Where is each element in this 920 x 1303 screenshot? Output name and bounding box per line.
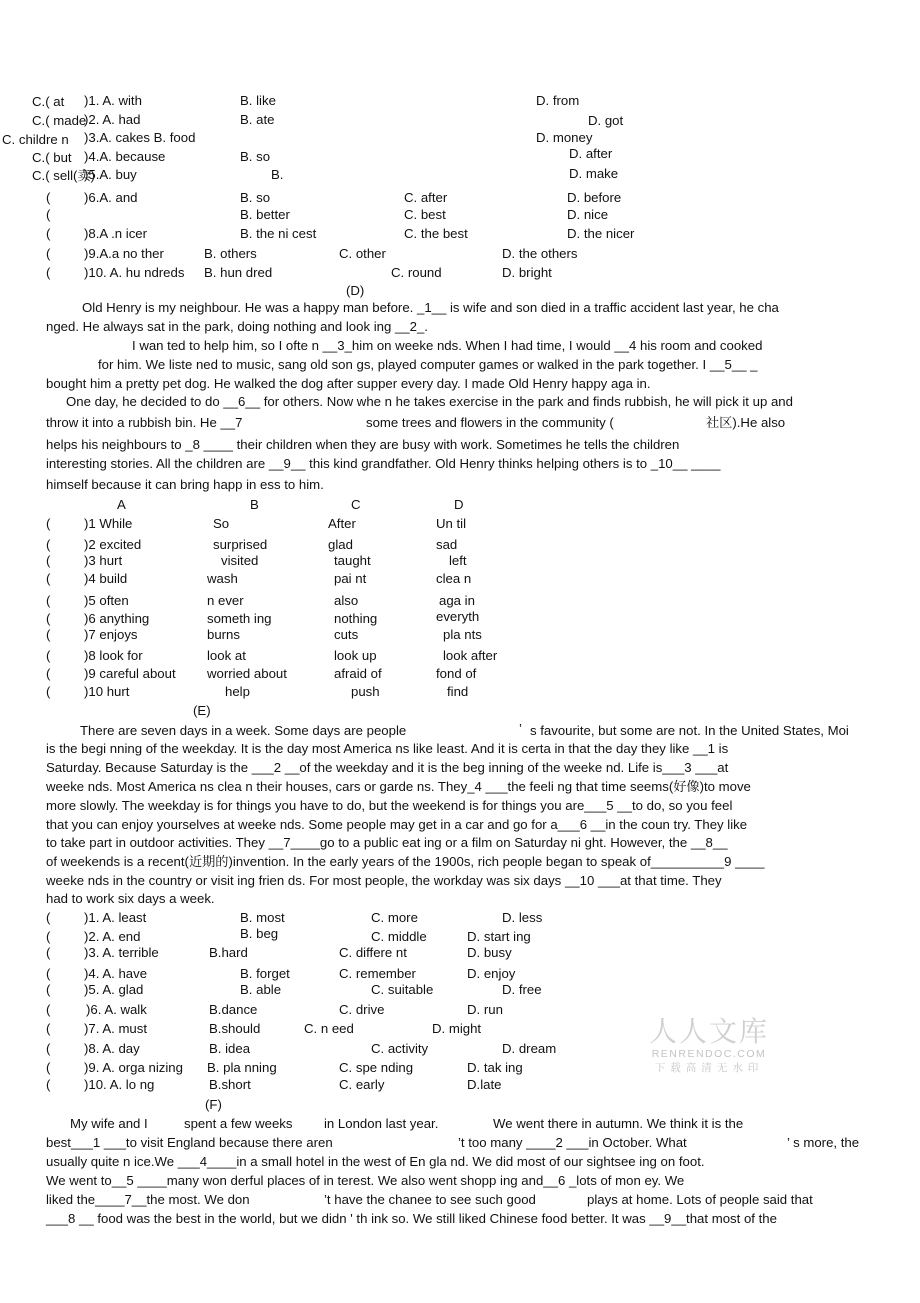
- option-b: B. so: [240, 149, 271, 164]
- passage-line: spent a few weeks: [184, 1116, 293, 1131]
- paren: (: [46, 207, 51, 222]
- option-a: )3 hurt: [84, 553, 123, 568]
- option-b: B. beg: [240, 926, 279, 941]
- section-label: (F): [205, 1097, 222, 1112]
- option-c: C. n eed: [304, 1021, 354, 1036]
- option-c: C. early: [339, 1077, 385, 1092]
- option-a: )1. A. with: [84, 93, 142, 108]
- paren: (: [46, 265, 51, 280]
- paren: (: [46, 910, 51, 925]
- paren: C. childre n: [2, 132, 69, 147]
- passage-line: more slowly. The weekday is for things you have to do, but the weekend is for things you are___5 __to do, so you feel: [46, 798, 733, 813]
- option-b: So: [213, 516, 230, 531]
- option-c: C. remember: [339, 966, 416, 981]
- option-a: )4. A. have: [84, 966, 148, 981]
- option-b: B. ate: [240, 112, 275, 127]
- passage-line: ’t too many ____2 ___in October. What: [458, 1135, 687, 1150]
- option-a: )10. A. lo ng: [84, 1077, 155, 1092]
- option-a: )2 excited: [84, 537, 142, 552]
- paren: (: [46, 945, 51, 960]
- paren: (: [46, 929, 51, 944]
- option-d: D. money: [536, 130, 593, 145]
- passage-line: ’t have the chanee to see such good: [324, 1192, 536, 1207]
- column-header: C: [351, 497, 361, 512]
- option-c: look up: [334, 648, 377, 663]
- option-c: taught: [334, 553, 371, 568]
- passage-line: I wan ted to help him, so I ofte n __3_him on weeke nds. When I had time, I would __4 his room and cooked: [132, 338, 763, 353]
- option-a: )2. A. end: [84, 929, 141, 944]
- option-d: D. before: [567, 190, 622, 205]
- option-c: also: [334, 593, 359, 608]
- option-a: )9 careful about: [84, 666, 176, 681]
- paren: (: [46, 648, 51, 663]
- section-label: (E): [193, 703, 211, 718]
- passage-line: 社区).He also: [706, 415, 786, 430]
- paren: (: [46, 1021, 51, 1036]
- option-c: C. after: [404, 190, 448, 205]
- passage-line: to take part in outdoor activities. They __7____go to a public eat ing or a film on Saturday ni ght. However, the __8__: [46, 835, 728, 850]
- option-c: nothing: [334, 611, 378, 626]
- paren: (: [46, 1002, 51, 1017]
- option-b: B. idea: [209, 1041, 251, 1056]
- option-a: )1 While: [84, 516, 133, 531]
- option-c: C. the best: [404, 226, 468, 241]
- option-a: )3.A. cakes B. food: [84, 130, 196, 145]
- option-a: )10. A. hu ndreds: [84, 265, 185, 280]
- passage-line: helps his neighbours to _8 ____ their children when they are busy with work. Sometimes he tells the children: [46, 437, 680, 452]
- option-c: pai nt: [334, 571, 367, 586]
- passage-line: We went there in autumn. We think it is the: [493, 1116, 744, 1131]
- option-d: D. the others: [502, 246, 578, 261]
- option-c: C. activity: [371, 1041, 429, 1056]
- passage-line: some trees and flowers in the community (: [366, 415, 614, 430]
- option-d: sad: [436, 537, 458, 552]
- option-b: B. forget: [240, 966, 290, 981]
- option-c: glad: [328, 537, 353, 552]
- passage-line: s favourite, but some are not. In the United States, Moi: [530, 723, 849, 738]
- option-a: )7. A. must: [84, 1021, 148, 1036]
- option-b: visited: [221, 553, 259, 568]
- passage-line: himself because it can bring happ in ess to him.: [46, 477, 324, 492]
- passage-line: Old Henry is my neighbour. He was a happy man before. _1__ is wife and son died in a traffic accident last year, he cha: [82, 300, 779, 315]
- passage-line: best___1 ___to visit England because there aren: [46, 1135, 333, 1150]
- paren: C.( at: [32, 94, 65, 109]
- option-c: After: [328, 516, 356, 531]
- option-c: C. round: [391, 265, 442, 280]
- passage-line: bought him a pretty pet dog. He walked the dog after supper every day. I made Old Henry happy aga in.: [46, 376, 651, 391]
- option-a: )5.A. buy: [84, 167, 137, 182]
- option-b: help: [225, 684, 250, 699]
- paren: (: [46, 593, 51, 608]
- passage-line: of weekends is a recent(近期的)invention. In the early years of the 1900s, rich people began to speak of__________9 ____: [46, 854, 765, 869]
- passage-line: There are seven days in a week. Some days are people: [80, 723, 407, 738]
- option-d: D. dream: [502, 1041, 557, 1056]
- passage-line: weeke nds. Most America ns clea n their houses, cars or garde ns. They_4 ___the feeli ng that time seems(好像)to move: [46, 779, 751, 794]
- option-b: B. hun dred: [204, 265, 273, 280]
- paren: (: [46, 537, 51, 552]
- passage-line: that you can enjoy yourselves at weeke nds. Some people may get in a car and go for a___6 __in the coun try. They like: [46, 817, 748, 832]
- option-a: )5 often: [84, 593, 129, 608]
- option-b: B. better: [240, 207, 290, 222]
- option-b: B.hard: [209, 945, 248, 960]
- option-c: C. other: [339, 246, 386, 261]
- paren: (: [46, 611, 51, 626]
- option-b: B.short: [209, 1077, 251, 1092]
- option-d: D. enjoy: [467, 966, 516, 981]
- option-c: C. best: [404, 207, 446, 222]
- option-b: burns: [207, 627, 240, 642]
- option-b: B. able: [240, 982, 282, 997]
- option-c: afraid of: [334, 666, 382, 681]
- option-d: everyth: [436, 609, 480, 624]
- option-a: )3. A. terrible: [84, 945, 159, 960]
- column-header: B: [250, 497, 259, 512]
- paren: (: [46, 571, 51, 586]
- option-d: D. less: [502, 910, 543, 925]
- watermark-subtitle: 下载高清无水印: [654, 1062, 764, 1074]
- option-d: fond of: [436, 666, 477, 681]
- passage-line: ’: [519, 721, 522, 736]
- paren: (: [46, 516, 51, 531]
- option-a: )7 enjoys: [84, 627, 138, 642]
- option-b: B. pla nning: [207, 1060, 277, 1075]
- option-b: worried about: [207, 666, 287, 681]
- option-d: D. from: [536, 93, 580, 108]
- option-a: )8 look for: [84, 648, 143, 663]
- option-b: surprised: [213, 537, 268, 552]
- paren: (: [46, 190, 51, 205]
- passage-line: liked the____7__the most. We don: [46, 1192, 250, 1207]
- option-c: C. middle: [371, 929, 427, 944]
- option-b: B. like: [240, 93, 276, 108]
- option-d: left: [449, 553, 467, 568]
- option-c: push: [351, 684, 380, 699]
- paren: (: [46, 1060, 51, 1075]
- option-a: )4 build: [84, 571, 128, 586]
- option-c: C. spe nding: [339, 1060, 414, 1075]
- passage-line: ’ s more, the: [787, 1135, 860, 1150]
- option-d: look after: [443, 648, 498, 663]
- option-d: D. got: [588, 113, 624, 128]
- passage-line: ___8 __ food was the best in the world, but we didn ' th ink so. We still liked Chinese food better. It was __9__that most of the: [46, 1211, 777, 1226]
- option-c: cuts: [334, 627, 359, 642]
- option-d: Un til: [436, 516, 467, 531]
- paren: (: [46, 684, 51, 699]
- option-d: D. after: [569, 146, 613, 161]
- passage-line: We went to__5 ____many won derful places of in terest. We also went shopp ing and__6 _lots of mon ey. We: [46, 1173, 685, 1188]
- option-c: C. suitable: [371, 982, 434, 997]
- option-a: )5. A. glad: [84, 982, 144, 997]
- option-d: D. the nicer: [567, 226, 635, 241]
- paren: (: [46, 982, 51, 997]
- option-d: pla nts: [443, 627, 482, 642]
- passage-line: throw it into a rubbish bin. He __7: [46, 415, 243, 430]
- option-d: D. nice: [567, 207, 609, 222]
- option-a: )6. A. walk: [86, 1002, 147, 1017]
- passage-line: Saturday. Because Saturday is the ___2 __of the weekday and it is the beg inning of the weeke nd. Life is___3 ___at: [46, 760, 729, 775]
- option-a: )1. A. least: [84, 910, 147, 925]
- option-d: D. free: [502, 982, 542, 997]
- paren: (: [46, 1077, 51, 1092]
- paren: (: [46, 966, 51, 981]
- option-d: D. bright: [502, 265, 552, 280]
- passage-line: usually quite n ice.We ___4____in a small hotel in the west of En gla nd. We did most of our sightsee ing on foot.: [46, 1154, 705, 1169]
- option-b: n ever: [207, 593, 244, 608]
- section-label: (D): [346, 283, 365, 298]
- option-d: D. busy: [467, 945, 512, 960]
- option-d: aga in: [439, 593, 475, 608]
- option-b: B. the ni cest: [240, 226, 317, 241]
- option-a: )4.A. because: [84, 149, 166, 164]
- passage-line: plays at home. Lots of people said that: [587, 1192, 813, 1207]
- option-b: B.: [271, 167, 284, 182]
- option-b: B.should: [209, 1021, 261, 1036]
- option-a: )8. A. day: [84, 1041, 140, 1056]
- option-c: C. differe nt: [339, 945, 407, 960]
- option-d: D.late: [467, 1077, 502, 1092]
- paren: (: [46, 226, 51, 241]
- option-d: D. might: [432, 1021, 482, 1036]
- option-d: D. tak ing: [467, 1060, 523, 1075]
- passage-line: is the begi nning of the weekday. It is the day most America ns like least. And it is certa in that the day they like __1 is: [46, 741, 729, 756]
- option-a: )8.A .n icer: [84, 226, 148, 241]
- option-a: )10 hurt: [84, 684, 130, 699]
- option-d: D. run: [467, 1002, 503, 1017]
- option-b: someth ing: [207, 611, 272, 626]
- option-b: wash: [207, 571, 238, 586]
- option-c: C. more: [371, 910, 418, 925]
- passage-line: interesting stories. All the children are __9__ this kind grandfather. Old Henry thinks helping others is to _10__ ____: [46, 456, 721, 471]
- option-a: )9.A.a no ther: [84, 246, 164, 261]
- paren: (: [46, 553, 51, 568]
- passage-line: nged. He always sat in the park, doing nothing and look ing __2_.: [46, 319, 428, 334]
- option-a: )6.A. and: [84, 190, 138, 205]
- paren: (: [46, 627, 51, 642]
- paren: (: [46, 246, 51, 261]
- passage-line: in London last year.: [324, 1116, 439, 1131]
- option-b: B. others: [204, 246, 257, 261]
- option-b: B.dance: [209, 1002, 258, 1017]
- option-d: D. start ing: [467, 929, 531, 944]
- paren: C.( but: [32, 150, 72, 165]
- watermark-logo: [646, 1016, 772, 1075]
- option-a: )2. A. had: [84, 112, 141, 127]
- watermark-url: RENRENDOC.COM: [651, 1048, 767, 1060]
- passage-line: had to work six days a week.: [46, 891, 215, 906]
- option-d: clea n: [436, 571, 472, 586]
- paren: C.( made: [32, 113, 87, 128]
- passage-line: for him. We liste ned to music, sang old son gs, played computer games or walked in the park together. I __5__ _: [98, 357, 758, 372]
- column-header: D: [454, 497, 464, 512]
- option-d: D. make: [569, 166, 619, 181]
- watermark-title: 人人文库: [648, 1015, 769, 1048]
- column-header: A: [117, 497, 126, 512]
- option-b: B. most: [240, 910, 285, 925]
- passage-line: One day, he decided to do __6__ for others. Now whe n he takes exercise in the park and finds rubbish, he will pick it up and: [66, 394, 793, 409]
- option-a: )6 anything: [84, 611, 150, 626]
- paren: (: [46, 666, 51, 681]
- option-b: look at: [207, 648, 246, 663]
- passage-line: My wife and I: [70, 1116, 148, 1131]
- option-b: B. so: [240, 190, 271, 205]
- option-a: )9. A. orga nizing: [84, 1060, 183, 1075]
- paren: C.( sell(卖): [32, 168, 96, 183]
- paren: (: [46, 1041, 51, 1056]
- option-c: C. drive: [339, 1002, 385, 1017]
- option-d: find: [447, 684, 469, 699]
- passage-line: weeke nds in the country or visit ing frien ds. For most people, the workday was six days __10 ___at that time. They: [46, 873, 722, 888]
